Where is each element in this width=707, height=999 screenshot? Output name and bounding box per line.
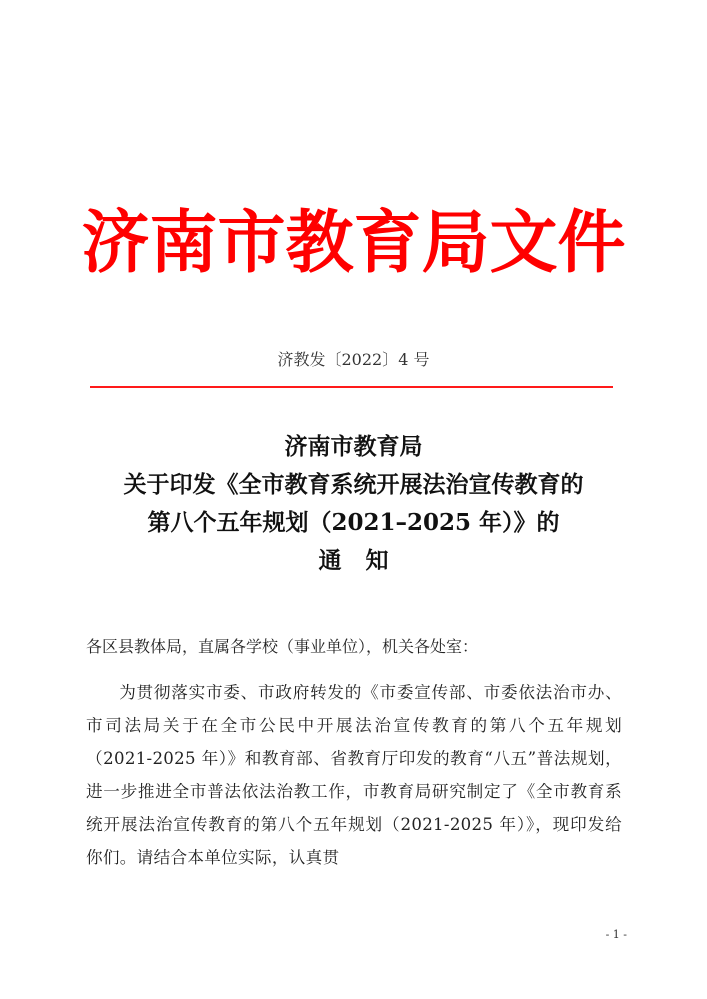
- notice-title-line-1: 济南市教育局: [284, 433, 423, 460]
- body-paragraph: 为贯彻落实市委、市政府转发的《市委宣传部、市委依法治市办、市司法局关于在全市公民中开展法治宣传教育的第八个五年规划（2021-2025 年）》和教育部、省教育厅印发的教育“八五”普法规划，进一步推进全市普法依法治教工作，市教育局研究制定了《全市教育系统开展法治宣传教育的第八个五年规划（2021-2025 年）》，现印发给你们。请结合本单位实际，认真贯: [86, 683, 622, 867]
- document-header-title: 济南市教育局文件: [81, 203, 626, 283]
- salutation: 各区县教体局，直属各学校（事业单位），机关各处室：: [86, 637, 479, 656]
- document-number: 济教发〔2022〕4 号: [277, 350, 430, 369]
- notice-title-line-3: 第八个五年规划（2021–2025 年）》的: [147, 509, 560, 536]
- notice-title: [40, 428, 667, 580]
- notice-title-line-4: 通知: [318, 547, 413, 574]
- red-divider-line: [90, 386, 613, 388]
- notice-title-line-2: 关于印发《全市教育系统开展法治宣传教育的: [123, 471, 584, 498]
- page-number: - 1 -: [605, 928, 627, 941]
